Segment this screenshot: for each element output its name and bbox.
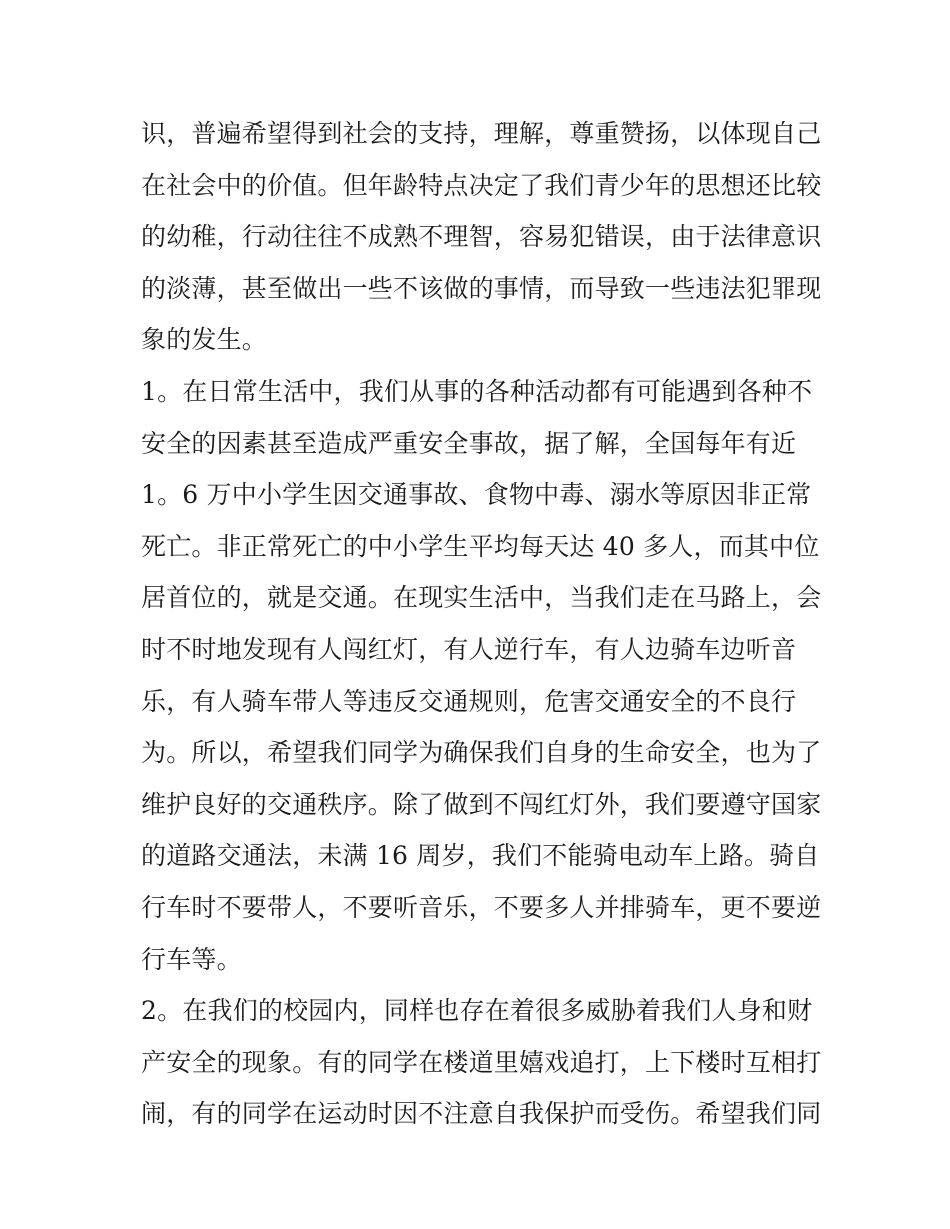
text-line: 象的发生。 bbox=[141, 325, 268, 355]
text-line: 产安全的现象。有的同学在楼道里嬉戏追打，上下楼时互相打 bbox=[141, 1047, 822, 1077]
body-text bbox=[141, 108, 821, 1140]
text-line: 行车时不要带人，不要听音乐，不要多人并排骑车，更不要逆 bbox=[141, 892, 822, 922]
text-line: 的幼稚，行动往往不成熟不理智，容易犯错误，由于法律意识 bbox=[141, 222, 822, 252]
text-line: 行车等。 bbox=[141, 944, 242, 974]
text-line: 死亡。非正常死亡的中小学生平均每天达 40 多人，而其中位 bbox=[141, 531, 820, 561]
text-line: 的道路交通法，未满 16 周岁，我们不能骑电动车上路。骑自 bbox=[141, 841, 820, 871]
text-line: 为。所以，希望我们同学为确保我们自身的生命安全，也为了 bbox=[141, 738, 822, 768]
text-line: 识，普遍希望得到社会的支持，理解，尊重赞扬，以体现自己 bbox=[141, 119, 822, 148]
text-line: 在社会中的价值。但年龄特点决定了我们青少年的思想还比较 bbox=[141, 170, 822, 200]
text-line: 安全的因素甚至造成严重安全事故，据了解，全国每年有近 bbox=[141, 428, 797, 458]
text-line: 的淡薄，甚至做出一些不该做的事情，而导致一些违法犯罪现 bbox=[141, 273, 822, 303]
text-line: 1。6 万中小学生因交通事故、食物中毒、溺水等原因非正常 bbox=[141, 480, 812, 510]
text-line: 闹，有的同学在运动时因不注意自我保护而受伤。希望我们同 bbox=[141, 1099, 822, 1129]
text-line: 乐，有人骑车带人等违反交通规则，危害交通安全的不良行 bbox=[141, 686, 797, 716]
text-line: 居首位的，就是交通。在现实生活中，当我们走在马路上，会 bbox=[141, 583, 822, 613]
text-line: 2。在我们的校园内，同样也存在着很多威胁着我们人身和财 bbox=[141, 996, 813, 1026]
text-line: 时不时地发现有人闯红灯，有人逆行车，有人边骑车边听音 bbox=[141, 634, 797, 664]
text-line: 1。在日常生活中，我们从事的各种活动都有可能遇到各种不 bbox=[141, 376, 813, 406]
text-line: 维护良好的交通秩序。除了做到不闯红灯外，我们要遵守国家 bbox=[141, 789, 822, 819]
